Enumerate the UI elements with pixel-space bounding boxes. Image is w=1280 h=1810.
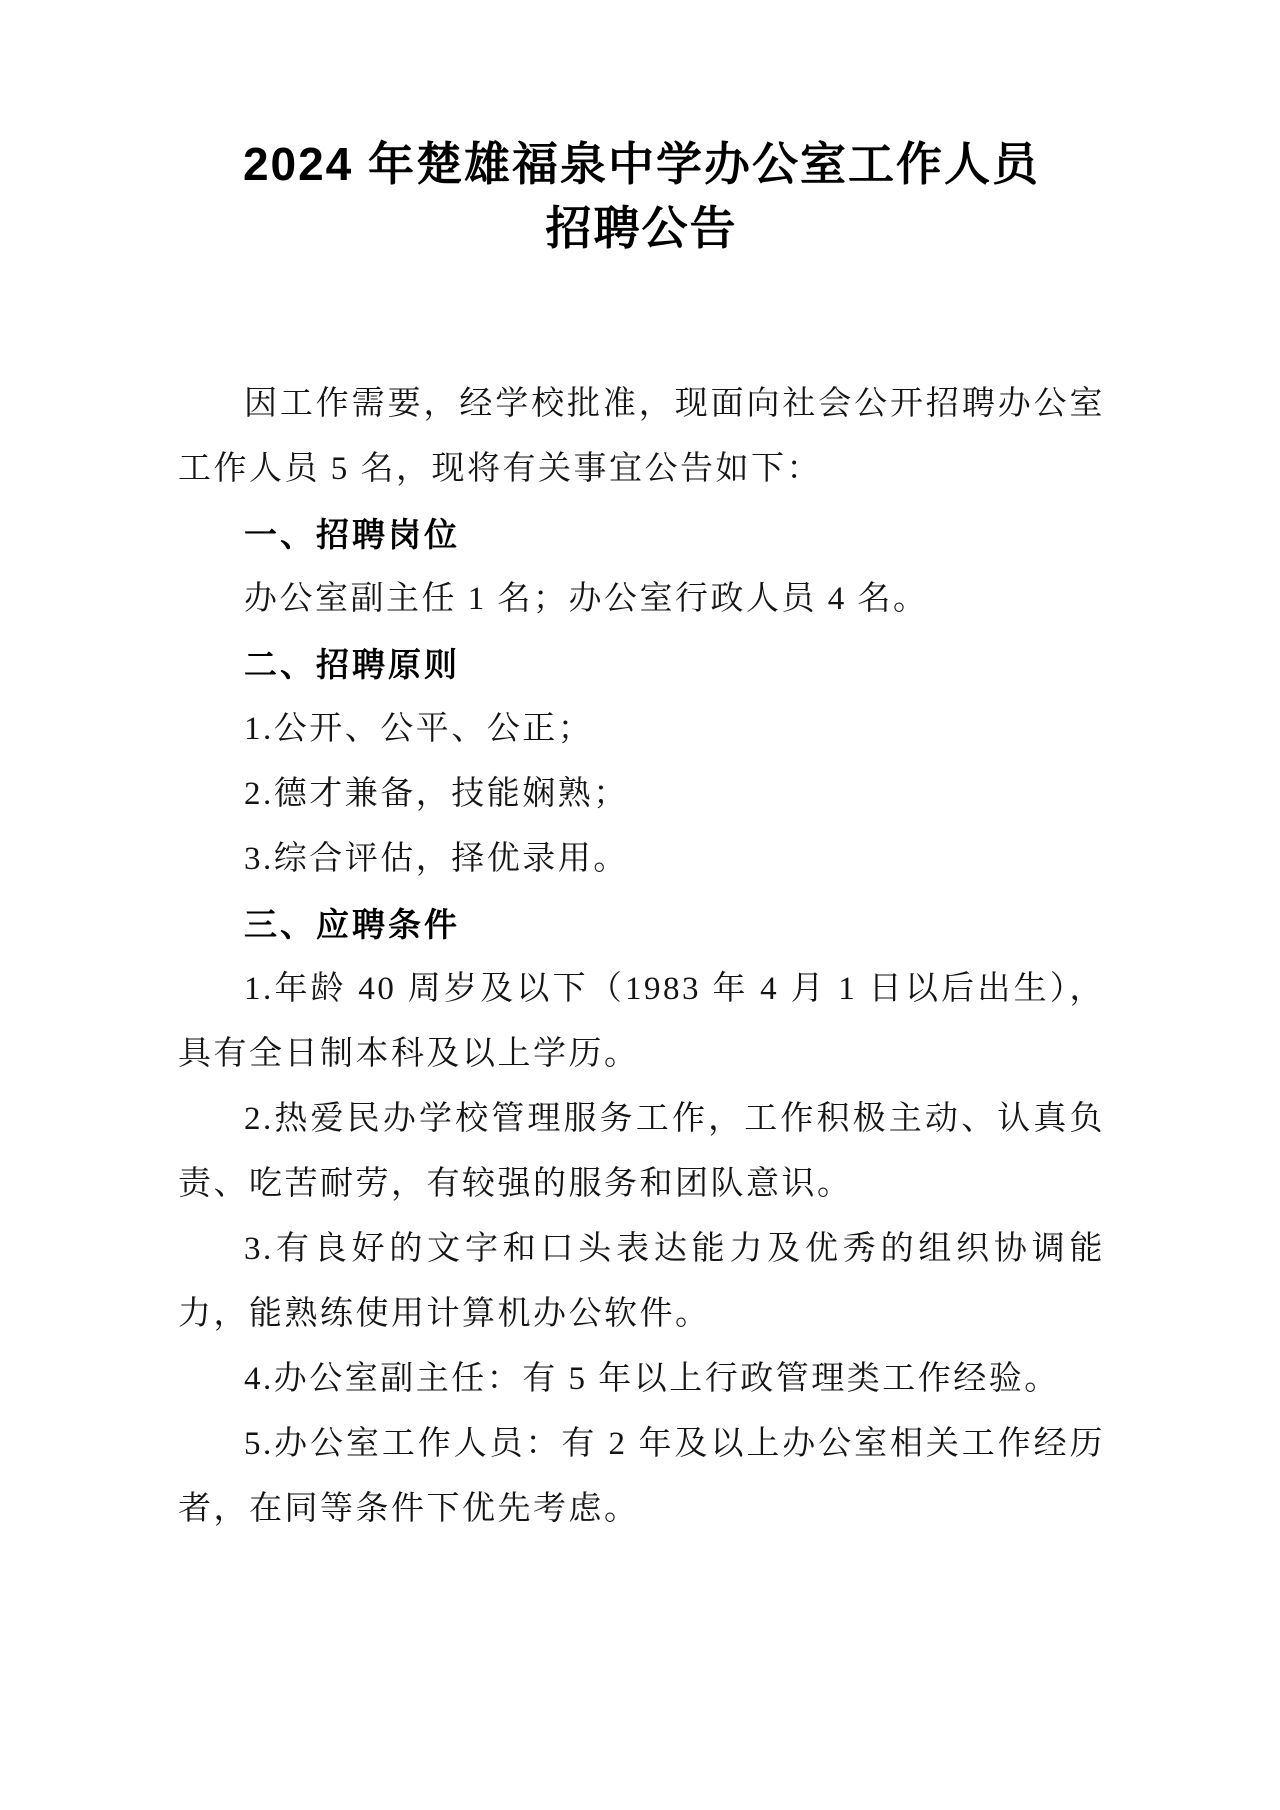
intro-paragraph: 因工作需要，经学校批准，现面向社会公开招聘办公室工作人员 5 名，现将有关事宜公告如下： <box>178 386 1105 487</box>
paragraph-principle-3: 3.综合评估，择优录用。 <box>244 841 629 877</box>
section-heading-recruitment-positions: 一、招聘岗位 <box>244 516 460 553</box>
document-title-line-1: 2024 年楚雄福泉中学办公室工作人员 <box>242 138 1041 190</box>
document-title <box>178 132 1105 260</box>
document-title-line-2: 招聘公告 <box>545 202 738 254</box>
paragraph-requirement-4: 4.办公室副主任：有 5 年以上行政管理类工作经验。 <box>244 1361 1060 1397</box>
paragraph-principle-1: 1.公开、公平、公正； <box>244 711 594 747</box>
paragraph-requirement-1: 1.年龄 40 周岁及以下（1983 年 4 月 1 日以后出生），具有全日制本科及以上学历。 <box>178 971 1105 1072</box>
document-body <box>178 372 1105 1542</box>
paragraph-principle-2: 2.德才兼备，技能娴熟； <box>244 776 629 812</box>
section-heading-application-requirements: 三、应聘条件 <box>244 906 460 943</box>
section-heading-recruitment-principles: 二、招聘原则 <box>244 646 460 683</box>
paragraph-requirement-3: 3.有良好的文字和口头表达能力及优秀的组织协调能力，能熟练使用计算机办公软件。 <box>178 1231 1105 1332</box>
paragraph-requirement-2: 2.热爱民办学校管理服务工作，工作积极主动、认真负责、吃苦耐劳，有较强的服务和团队意识。 <box>178 1101 1105 1202</box>
paragraph-positions: 办公室副主任 1 名；办公室行政人员 4 名。 <box>244 581 929 617</box>
paragraph-requirement-5: 5.办公室工作人员：有 2 年及以上办公室相关工作经历者，在同等条件下优先考虑。 <box>178 1426 1105 1527</box>
